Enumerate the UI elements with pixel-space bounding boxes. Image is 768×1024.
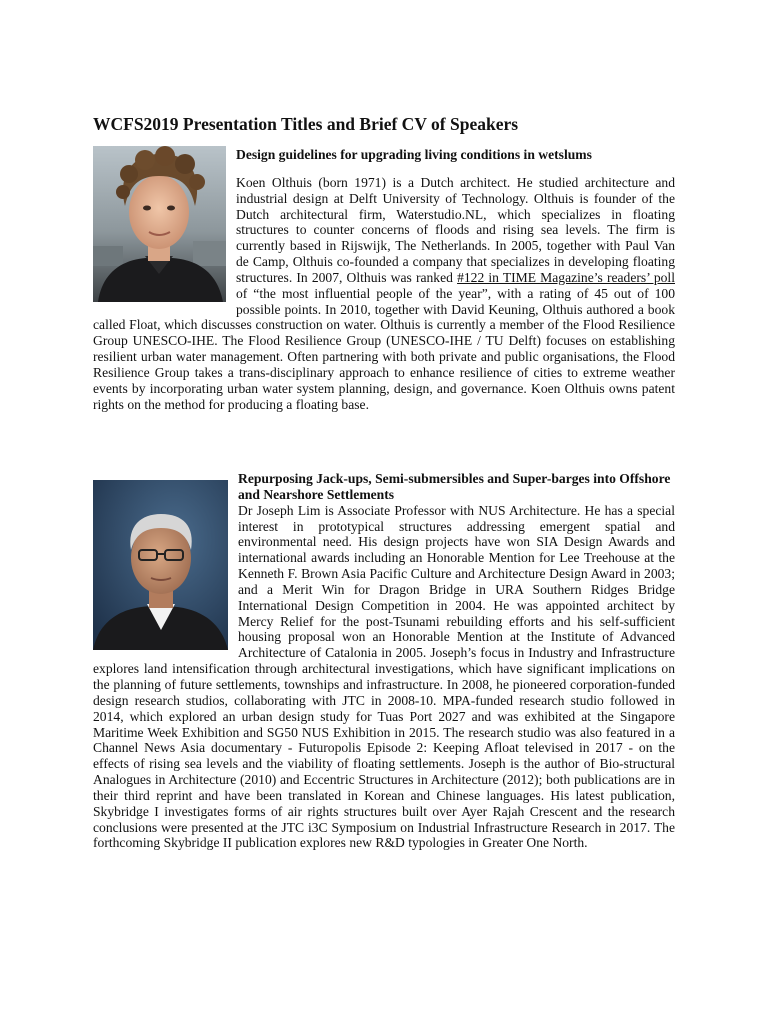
speaker2-bio: Dr Joseph Lim is Associate Professor with NUS Architecture. He has a special interest in prototypical structures addressing emergent spatial and environmental need. His design projects have won SIA Design Awards and international awards including an Honorable Mention for Lee Treehouse at the Kenneth F. Brown Asia Pacific Culture and Architecture Design Award in 2003; and a Merit Win for Dragon Bridge in URA Southern Ridges Bridge International Design Competition in 2004. He was appointed architect by Mercy Relief for the post-Tsunami rebuilding efforts and his self-sufficient housing proposal won an Honorable Mention at the Institute of Advanced Architecture of Catalonia in 2005. Joseph’s focus in Industry and Infrastructure explores land intensification through architectural investigations, which have significant implications on the planning of future settlements, townships and infrastructure. In 2008, he pioneered corporation-funded design research studios, collaborating with JTC in 2008-10. MPA-funded research studio followed in 2014, which explored an urban design study for Tuas Port 2027 and was exhibited at the Singapore Maritime Week Exhibition and SG50 NUS Exhibition in 2015. The research studio was also featured in a Channel News Asia documentary - Futuropolis Episode 2: Keeping Afloat televised in 2017 - on the effects of rising sea levels and the viability of floating settlements. Joseph is the author of Bio-structural Analogues in Architecture (2010) and Eccentric Structures in Architecture (2012); both publications are in their third reprint and have been translated in Korean and Chinese languages. His latest publication, Skybridge I investigates forms of air rights structures built over Ayer Rajah Crescent and the research conclusions were presented at the JTC i3C Symposium on Industrial Infrastructure Research in 2017. The forthcoming Skybridge II publication explores new R&D typologies in Greater One North. bbox=[93, 502, 675, 851]
document-title: WCFS2019 Presentation Titles and Brief CV of Speakers bbox=[93, 114, 519, 134]
speaker2-talk-title: Repurposing Jack-ups, Semi-submersibles and Super-barges into Offshore and Nearshore Settlements bbox=[238, 471, 671, 502]
speaker1-section bbox=[93, 147, 675, 413]
speaker1-bio-text: Koen Olthuis (born 1971) is a Dutch architect. He studied architecture and industrial design at Delft University of Technology. Olthuis is founder of the Dutch architectural firm, Waterstudio.NL, which specializes in floating structures to counter concerns of floods and rising sea levels. The firm is currently based in Rijswijk, The Netherlands. In 2005, together with Paul Van de Camp, Olthuis co-founded a company that specializes in developing floating structures. In 2007, Olthuis was ranked bbox=[236, 174, 675, 285]
speaker2-section bbox=[93, 471, 675, 851]
time-poll-link[interactable]: #122 in TIME Magazine’s readers’ poll bbox=[457, 269, 675, 285]
speaker1-talk-title: Design guidelines for upgrading living conditions in wetslums bbox=[236, 147, 592, 162]
speaker1-bio-text-continued: of “the most influential people of the year”, with a rating of 45 out of 100 possible points. In 2010, together with David Keuning, Olthuis authored a book called Float, which discusses construction on water. Olthuis is currently a member of the Flood Resilience Group UNESCO-IHE. The Flood Resilience Group (UNESCO-IHE / TU Delft) focuses on establishing resilient urban water management. Often partnering with both private and public organisations, the Flood Resilience Group takes a trans-disciplinary approach to enhance resilience of cities to extreme weather events by incorporating urban water system planning, design, and governance. Koen Olthuis owns patent rights on the method for producing a floating base. bbox=[93, 285, 675, 412]
